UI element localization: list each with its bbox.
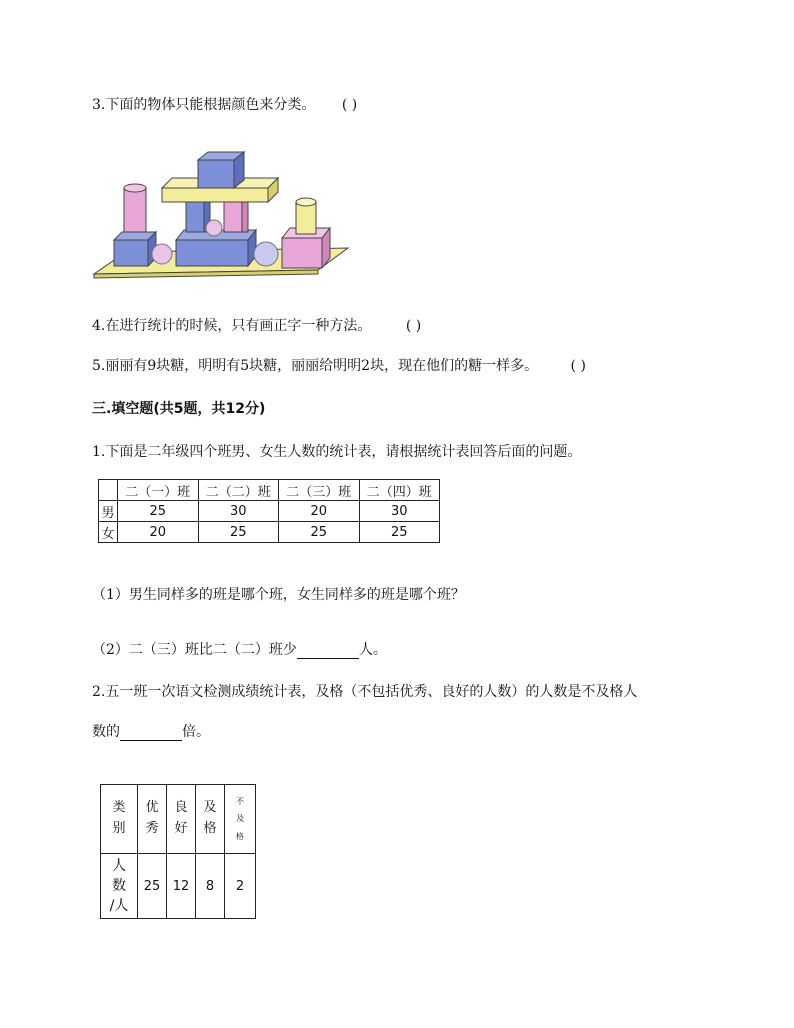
table-header-cell: 二（二）班 [198,480,279,501]
table-cell: 20 [118,522,199,543]
answer-paren: ( ) [405,318,422,334]
sub-question-1: （1）男生同样多的班是哪个班，女生同样多的班是哪个班？ [92,587,465,603]
table-cell: 20 [279,501,360,522]
table-row [99,522,440,543]
table-header-label: 类 别 [101,785,138,854]
answer-blank[interactable] [120,724,182,741]
question-3-text: 3.下面的物体只能根据颜色来分类。 [92,97,316,113]
sub-question-2-text: （2）二（三）班比二（二）班少 [92,642,297,658]
question-3 [92,94,357,114]
question-4-text: 4.在进行统计的时候，只有画正字一种方法。 [92,318,372,334]
table-header-cell: 不 及 格 [225,785,256,854]
table-cell: 25 [118,501,199,522]
table-cell: 30 [359,501,440,522]
table-cell: 2 [225,854,256,919]
building-blocks-figure [90,148,352,280]
table-corner [99,480,118,501]
table-header-cell: 优 秀 [138,785,167,854]
table-header-cell: 及 格 [196,785,225,854]
table-cell: 12 [167,854,196,919]
sub-question-2-suffix: 人。 [358,642,387,658]
row-label: 人 数 /人 [101,854,138,919]
fill-question-2: 2.五一班一次语文检测成绩统计表，及格（不包括优秀、良好的人数）的人数是不及格人 [92,684,638,700]
question-5-text: 5.丽丽有9块糖，明明有5块糖，丽丽给明明2块，现在他们的糖一样多。 [92,358,539,374]
answer-paren: ( ) [341,97,358,113]
answer-blank[interactable] [297,642,359,659]
table-header-row [99,480,440,501]
table-header-cell: 二（四）班 [359,480,440,501]
table-cell: 25 [359,522,440,543]
score-table [100,784,256,919]
table-cell: 8 [196,854,225,919]
answer-paren: ( ) [570,358,586,374]
table-cell: 30 [198,501,279,522]
table-header-cell: 二（一）班 [118,480,199,501]
section-title: 三.填空题(共5题，共12分) [92,401,266,417]
table-row [101,854,256,919]
table-header-row [101,785,256,854]
question-5 [92,355,586,375]
question-4 [92,315,421,335]
row-label: 男 [99,501,118,522]
fill-question-1: 1.下面是二年级四个班男、女生人数的统计表，请根据统计表回答后面的问题。 [92,444,582,460]
table-cell: 25 [138,854,167,919]
fill-question-2-cont [92,721,210,741]
table-header-cell: 良 好 [167,785,196,854]
table-header-cell: 二（三）班 [279,480,360,501]
sub-question-2 [92,639,387,659]
class-gender-table [98,479,440,543]
table-cell: 25 [198,522,279,543]
row-label: 女 [99,522,118,543]
table-cell: 25 [279,522,360,543]
fill-question-2-text: 数的 [92,724,120,740]
table-row [99,501,440,522]
fill-question-2-suffix: 倍。 [182,724,210,740]
